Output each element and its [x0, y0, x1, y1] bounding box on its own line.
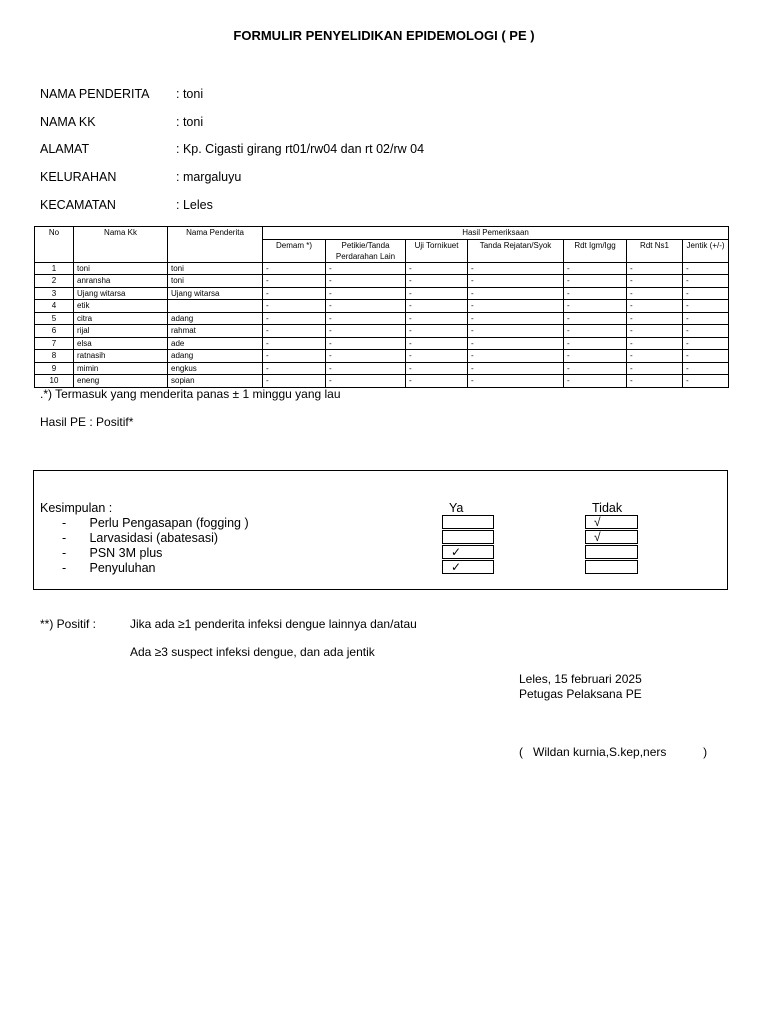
cell-petikie: - — [326, 275, 406, 288]
table-row — [35, 362, 729, 375]
cell-ns1: - — [627, 337, 683, 350]
item-label: Perlu Pengasapan (fogging ) — [89, 516, 249, 530]
checkbox-ya-larvasidasi[interactable] — [442, 530, 494, 544]
cell-ns1: - — [627, 325, 683, 338]
field-value: : Leles — [176, 198, 213, 212]
cell-penderita: rahmat — [168, 325, 263, 338]
cell-petikie: - — [326, 337, 406, 350]
cell-uji: - — [406, 350, 468, 363]
kesimpulan-box — [33, 470, 728, 590]
cell-no: 6 — [35, 325, 74, 338]
item-label: Larvasidasi (abatesasi) — [89, 531, 219, 545]
field-value: : toni — [176, 115, 204, 129]
cell-jentik: - — [683, 362, 729, 375]
field-label: NAMA KK — [40, 115, 96, 129]
checkbox-ya-fogging[interactable] — [442, 515, 494, 529]
kesimpulan-item-psn — [62, 546, 162, 560]
checkbox-tidak-psn[interactable] — [585, 545, 638, 559]
cell-no: 4 — [35, 300, 74, 313]
footnote-line2: Ada ≥3 suspect infeksi dengue, dan ada jentik — [130, 645, 375, 659]
cell-igm: - — [564, 325, 627, 338]
signature-name: ( Wildan kurnia,S.kep,ners ) — [519, 745, 708, 759]
cell-rejatan: - — [468, 350, 564, 363]
cell-petikie: - — [326, 312, 406, 325]
table-row — [35, 337, 729, 350]
cell-demam: - — [263, 362, 326, 375]
cell-jentik: - — [683, 262, 729, 275]
cell-petikie: - — [326, 300, 406, 313]
cell-rejatan: - — [468, 375, 564, 388]
kesimpulan-item-larvasidasi — [62, 531, 218, 545]
checkbox-ya-psn[interactable]: ✓ — [442, 545, 494, 559]
hasil-pe: Hasil PE : Positif* — [40, 415, 134, 429]
cell-kk: eneng — [74, 375, 168, 388]
cell-petikie: - — [326, 325, 406, 338]
cell-penderita: toni — [168, 262, 263, 275]
header-jentik: Jentik (+/-) — [683, 239, 729, 262]
header-petikie: Petikie/Tanda Perdarahan Lain — [326, 239, 406, 262]
cell-jentik: - — [683, 325, 729, 338]
header-nama-kk: Nama Kk — [74, 227, 168, 263]
cell-rejatan: - — [468, 287, 564, 300]
cell-kk: ratnasih — [74, 350, 168, 363]
cell-ns1: - — [627, 275, 683, 288]
table-row — [35, 287, 729, 300]
cell-ns1: - — [627, 362, 683, 375]
cell-no: 7 — [35, 337, 74, 350]
cell-demam: - — [263, 337, 326, 350]
cell-no: 10 — [35, 375, 74, 388]
cell-penderita: adang — [168, 312, 263, 325]
item-label: PSN 3M plus — [89, 546, 163, 560]
signature-role: Petugas Pelaksana PE — [519, 687, 642, 701]
note-demam: .*) Termasuk yang menderita panas ± 1 minggu yang lau — [40, 387, 341, 401]
cell-penderita: Ujang witarsa — [168, 287, 263, 300]
header-demam: Demam *) — [263, 239, 326, 262]
header-tanda-rejatan: Tanda Rejatan/Syok — [468, 239, 564, 262]
footnote-label: **) Positif : — [40, 617, 97, 631]
cell-uji: - — [406, 275, 468, 288]
cell-no: 1 — [35, 262, 74, 275]
header-rdt-igm: Rdt Igm/Igg — [564, 239, 627, 262]
cell-uji: - — [406, 262, 468, 275]
cell-kk: mimin — [74, 362, 168, 375]
cell-ns1: - — [627, 350, 683, 363]
cell-petikie: - — [326, 287, 406, 300]
pemeriksaan-table — [34, 226, 729, 388]
cell-ns1: - — [627, 312, 683, 325]
cell-jentik: - — [683, 275, 729, 288]
cell-demam: - — [263, 350, 326, 363]
field-label: KECAMATAN — [40, 198, 116, 212]
cell-kk: elsa — [74, 337, 168, 350]
cell-demam: - — [263, 325, 326, 338]
cell-uji: - — [406, 312, 468, 325]
cell-kk: rijal — [74, 325, 168, 338]
table-row — [35, 312, 729, 325]
cell-uji: - — [406, 300, 468, 313]
footnote-line1: Jika ada ≥1 penderita infeksi dengue lainnya dan/atau — [130, 617, 417, 631]
cell-uji: - — [406, 337, 468, 350]
cell-jentik: - — [683, 337, 729, 350]
cell-no: 3 — [35, 287, 74, 300]
cell-ns1: - — [627, 262, 683, 275]
checkbox-tidak-larvasidasi[interactable]: √ — [585, 530, 638, 544]
cell-kk: citra — [74, 312, 168, 325]
table-row — [35, 325, 729, 338]
cell-demam: - — [263, 312, 326, 325]
item-dash: - — [62, 531, 67, 545]
cell-rejatan: - — [468, 325, 564, 338]
cell-penderita — [168, 300, 263, 313]
cell-kk: Ujang witarsa — [74, 287, 168, 300]
cell-kk: toni — [74, 262, 168, 275]
cell-igm: - — [564, 287, 627, 300]
cell-petikie: - — [326, 375, 406, 388]
cell-petikie: - — [326, 362, 406, 375]
header-uji-tornikuet: Uji Tornikuet — [406, 239, 468, 262]
cell-igm: - — [564, 337, 627, 350]
cell-petikie: - — [326, 350, 406, 363]
cell-igm: - — [564, 362, 627, 375]
checkbox-ya-penyuluhan[interactable]: ✓ — [442, 560, 494, 574]
field-label: NAMA PENDERITA — [40, 87, 150, 101]
header-hasil-pemeriksaan: Hasil Pemeriksaan — [263, 227, 729, 240]
cell-uji: - — [406, 325, 468, 338]
kesimpulan-title: Kesimpulan : — [40, 501, 113, 515]
table-row — [35, 350, 729, 363]
table-row — [35, 300, 729, 313]
cell-demam: - — [263, 275, 326, 288]
field-value: : margaluyu — [176, 170, 242, 184]
cell-penderita: engkus — [168, 362, 263, 375]
cell-igm: - — [564, 350, 627, 363]
cell-no: 9 — [35, 362, 74, 375]
cell-jentik: - — [683, 300, 729, 313]
checkbox-tidak-fogging[interactable]: √ — [585, 515, 638, 529]
cell-rejatan: - — [468, 300, 564, 313]
table-row — [35, 262, 729, 275]
kesimpulan-item-fogging — [62, 516, 249, 530]
cell-penderita: ade — [168, 337, 263, 350]
item-label: Penyuluhan — [89, 561, 156, 575]
cell-igm: - — [564, 300, 627, 313]
field-label: ALAMAT — [40, 142, 90, 156]
signature-place-date: Leles, 15 februari 2025 — [519, 672, 642, 686]
tidak-label: Tidak — [592, 501, 623, 515]
header-rdt-ns1: Rdt Ns1 — [627, 239, 683, 262]
cell-igm: - — [564, 312, 627, 325]
cell-jentik: - — [683, 375, 729, 388]
form-title: FORMULIR PENYELIDIKAN EPIDEMOLOGI ( PE ) — [233, 28, 535, 43]
cell-jentik: - — [683, 312, 729, 325]
cell-igm: - — [564, 275, 627, 288]
ya-label: Ya — [449, 501, 464, 515]
cell-rejatan: - — [468, 262, 564, 275]
cell-penderita: sopian — [168, 375, 263, 388]
cell-ns1: - — [627, 287, 683, 300]
field-value: : toni — [176, 87, 204, 101]
item-dash: - — [62, 516, 67, 530]
cell-uji: - — [406, 362, 468, 375]
cell-jentik: - — [683, 350, 729, 363]
cell-rejatan: - — [468, 362, 564, 375]
cell-rejatan: - — [468, 275, 564, 288]
kesimpulan-item-penyuluhan — [62, 561, 156, 575]
checkbox-tidak-penyuluhan[interactable] — [585, 560, 638, 574]
cell-demam: - — [263, 300, 326, 313]
cell-penderita: adang — [168, 350, 263, 363]
table-row — [35, 375, 729, 388]
cell-penderita: toni — [168, 275, 263, 288]
cell-no: 2 — [35, 275, 74, 288]
table-row — [35, 275, 729, 288]
cell-rejatan: - — [468, 337, 564, 350]
cell-uji: - — [406, 287, 468, 300]
header-no: No — [35, 227, 74, 263]
cell-ns1: - — [627, 300, 683, 313]
cell-no: 5 — [35, 312, 74, 325]
cell-rejatan: - — [468, 312, 564, 325]
cell-no: 8 — [35, 350, 74, 363]
cell-demam: - — [263, 375, 326, 388]
item-dash: - — [62, 546, 67, 560]
cell-uji: - — [406, 375, 468, 388]
cell-kk: anransha — [74, 275, 168, 288]
cell-kk: etik — [74, 300, 168, 313]
cell-demam: - — [263, 262, 326, 275]
field-value: : Kp. Cigasti girang rt01/rw04 dan rt 02/rw 04 — [176, 142, 425, 156]
header-nama-penderita: Nama Penderita — [168, 227, 263, 263]
cell-ns1: - — [627, 375, 683, 388]
cell-demam: - — [263, 287, 326, 300]
cell-igm: - — [564, 375, 627, 388]
cell-petikie: - — [326, 262, 406, 275]
cell-jentik: - — [683, 287, 729, 300]
cell-igm: - — [564, 262, 627, 275]
field-label: KELURAHAN — [40, 170, 117, 184]
item-dash: - — [62, 561, 67, 575]
